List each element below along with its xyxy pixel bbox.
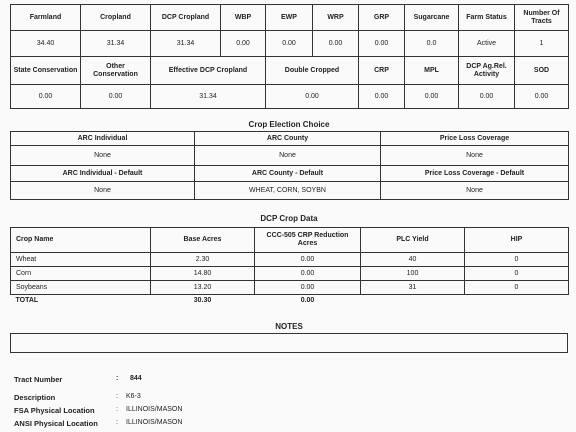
value-number-of-tracts: 1 (515, 31, 569, 57)
value-dcp-cropland: 31.34 (151, 31, 221, 57)
value-wbp: 0.00 (221, 31, 266, 57)
header-arc-individual: ARC Individual (11, 132, 195, 146)
value-cropland: 31.34 (81, 31, 151, 57)
base-acres: 14.80 (151, 267, 255, 281)
ccc-acres: 0.00 (255, 281, 361, 295)
description-label: Description (14, 393, 56, 402)
header-ccc-505: CCC-505 CRP Reduction Acres (255, 228, 361, 253)
value-dcp-ag-rel-activity: 0.00 (459, 85, 515, 109)
header-state-conservation: State Conservation (11, 57, 81, 85)
value-arc-county: None (195, 146, 381, 166)
value-mpl: 0.00 (405, 85, 459, 109)
notes-title: NOTES (275, 322, 303, 331)
header-farm-status: Farm Status (459, 5, 515, 31)
hip: 0 (465, 253, 569, 267)
header-effective-dcp-cropland: Effective DCP Cropland (151, 57, 266, 85)
value-double-cropped: 0.00 (266, 85, 359, 109)
value-arc-county-default: WHEAT, CORN, SOYBN (195, 182, 381, 200)
header-sod: SOD (515, 57, 569, 85)
plc-yield: 40 (361, 253, 465, 267)
header-ewp: EWP (266, 5, 313, 31)
value-farmland: 34.40 (11, 31, 81, 57)
table-row (11, 267, 569, 281)
notes-box (10, 333, 568, 353)
header-wbp: WBP (221, 5, 266, 31)
header-arc-county: ARC County (195, 132, 381, 146)
value-ewp: 0.00 (266, 31, 313, 57)
value-state-conservation: 0.00 (11, 85, 81, 109)
hip: 0 (465, 267, 569, 281)
header-plc-yield: PLC Yield (361, 228, 465, 253)
hip: 0 (465, 281, 569, 295)
header-price-loss-coverage: Price Loss Coverage (381, 132, 569, 146)
plc-yield: 31 (361, 281, 465, 295)
value-arc-individual-default: None (11, 182, 195, 200)
header-crp: CRP (359, 57, 405, 85)
crop-election-title: Crop Election Choice (248, 120, 330, 129)
table-row (11, 253, 569, 267)
tract-number-separator: : (116, 375, 119, 382)
crop-election-table (10, 131, 569, 200)
header-dcp-cropland: DCP Cropland (151, 5, 221, 31)
description-value: K6-3 (126, 393, 141, 400)
base-acres: 13.20 (151, 281, 255, 295)
header-base-acres: Base Acres (151, 228, 255, 253)
dcp-crop-data-title: DCP Crop Data (260, 214, 318, 223)
description-separator: : (116, 393, 118, 400)
value-effective-dcp-cropland: 31.34 (151, 85, 266, 109)
value-grp: 0.00 (359, 31, 405, 57)
value-wrp: 0.00 (313, 31, 359, 57)
total-ccc-acres: 0.00 (300, 297, 315, 305)
crop-name: Soybeans (11, 281, 151, 295)
ansi-location-separator: : (116, 419, 118, 426)
header-cropland: Cropland (81, 5, 151, 31)
fsa-location-label: FSA Physical Location (14, 406, 95, 415)
crop-name: Corn (11, 267, 151, 281)
header-crop-name: Crop Name (11, 228, 151, 253)
total-row (11, 295, 569, 308)
header-grp: GRP (359, 5, 405, 31)
header-dcp-ag-rel-activity: DCP Ag.Rel. Activity (459, 57, 515, 85)
base-acres: 2.30 (151, 253, 255, 267)
dcp-crop-data-table (10, 227, 569, 308)
header-farmland: Farmland (11, 5, 81, 31)
total-label: TOTAL (15, 297, 39, 305)
header-double-cropped: Double Cropped (266, 57, 359, 85)
value-crp: 0.00 (359, 85, 405, 109)
table-row (11, 281, 569, 295)
fsa-location-value: ILLINOIS/MASON (126, 406, 183, 413)
ccc-acres: 0.00 (255, 267, 361, 281)
value-price-loss-coverage-default: None (381, 182, 569, 200)
header-other-conservation: Other Conservation (81, 57, 151, 85)
value-sugarcane: 0.0 (405, 31, 459, 57)
ansi-location-label: ANSI Physical Location (14, 419, 98, 428)
header-arc-county-default: ARC County - Default (195, 166, 381, 182)
tract-number-label: Tract Number (14, 375, 63, 384)
ansi-location-value: ILLINOIS/MASON (126, 419, 183, 426)
tract-number-value: 844 (130, 375, 142, 382)
crop-name: Wheat (11, 253, 151, 267)
fsa-location-separator: : (116, 406, 118, 413)
header-sugarcane: Sugarcane (405, 5, 459, 31)
value-price-loss-coverage: None (381, 146, 569, 166)
value-other-conservation: 0.00 (81, 85, 151, 109)
header-arc-individual-default: ARC Individual - Default (11, 166, 195, 182)
value-farm-status: Active (459, 31, 515, 57)
ccc-acres: 0.00 (255, 253, 361, 267)
header-price-loss-coverage-default: Price Loss Coverage - Default (381, 166, 569, 182)
header-hip: HIP (465, 228, 569, 253)
total-base-acres: 30.30 (193, 297, 212, 305)
value-sod: 0.00 (515, 85, 569, 109)
header-number-of-tracts: Number Of Tracts (515, 5, 569, 31)
header-mpl: MPL (405, 57, 459, 85)
header-wrp: WRP (313, 5, 359, 31)
farm-data-table (10, 4, 569, 109)
plc-yield: 100 (361, 267, 465, 281)
value-arc-individual: None (11, 146, 195, 166)
